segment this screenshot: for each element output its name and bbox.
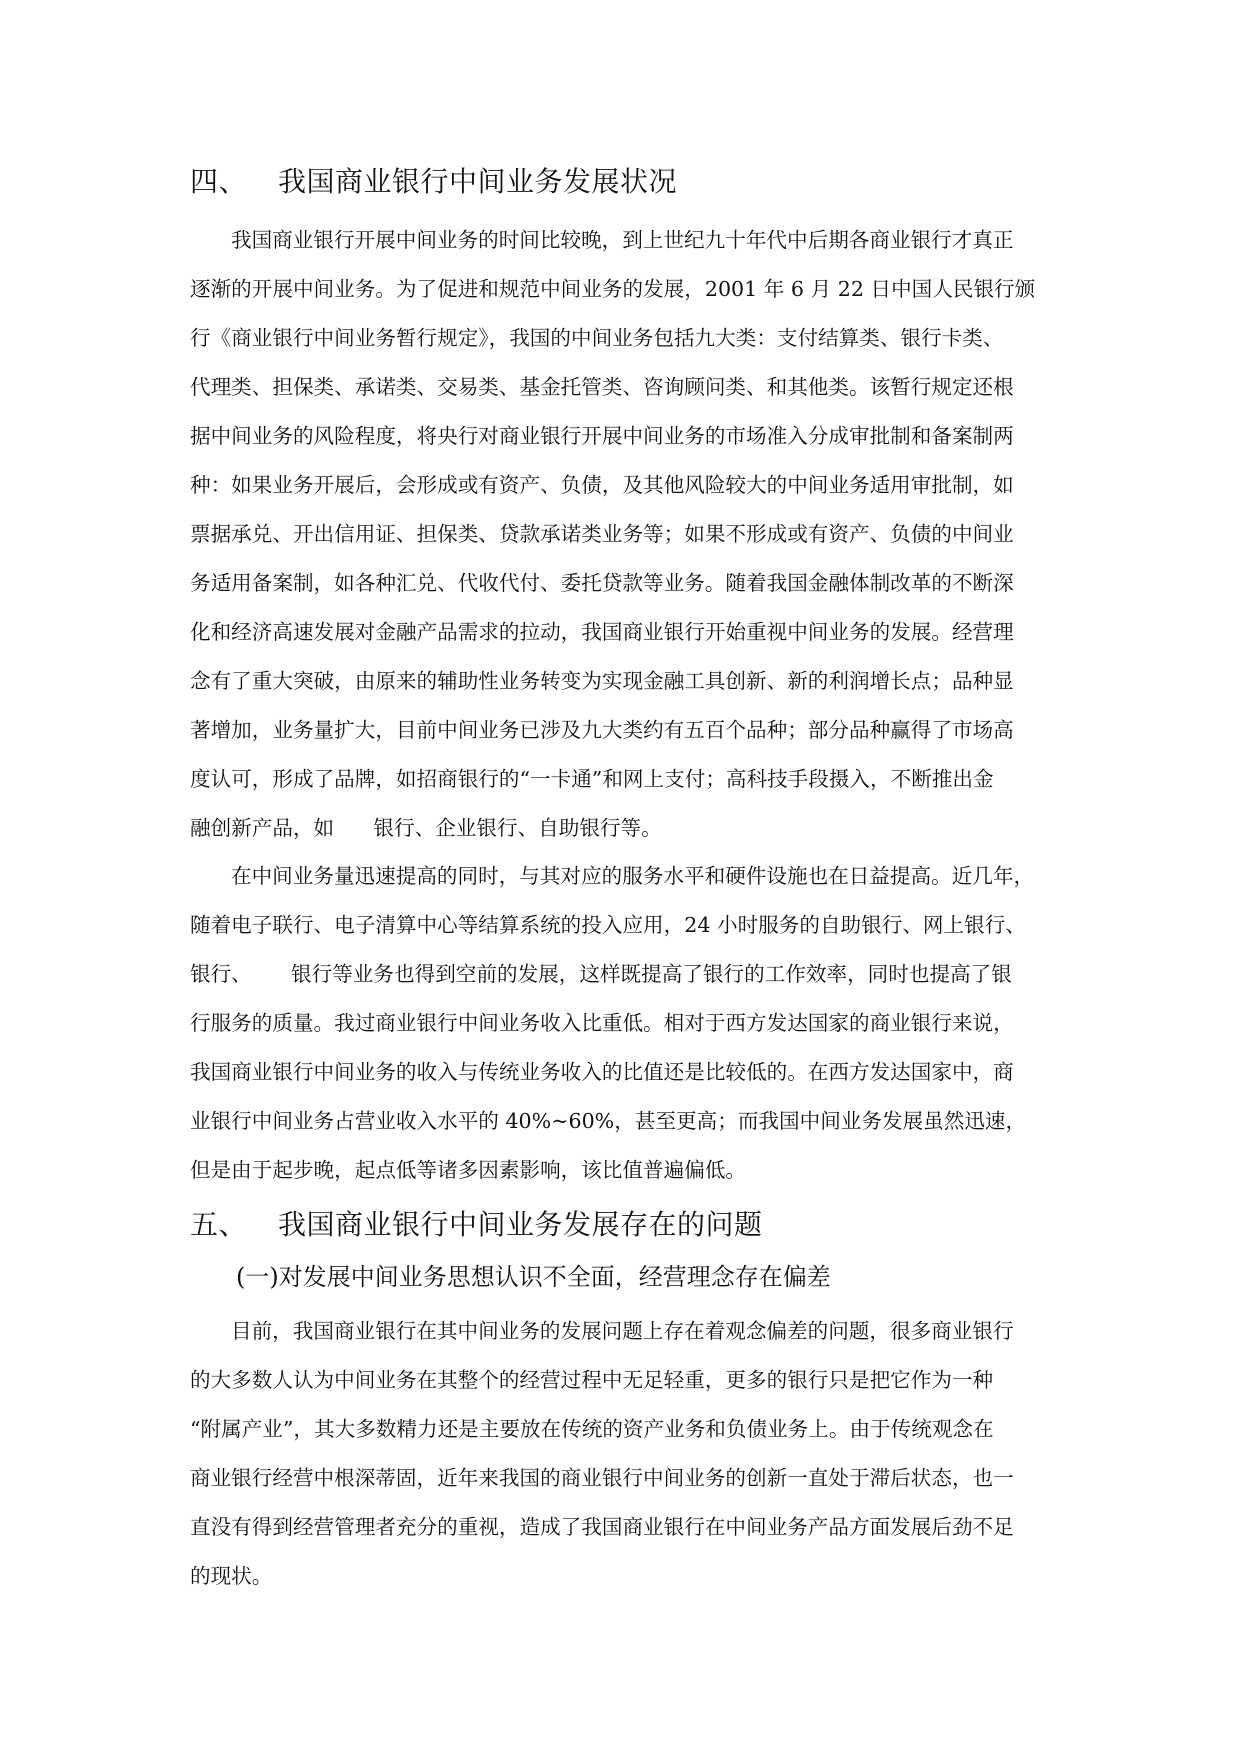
paragraph-line: 我国商业银行中间业务的收入与传统业务收入的比值还是比较低的。在西方发达国家中，商 bbox=[190, 1060, 1014, 1084]
section-4-paragraph-1 bbox=[190, 216, 1048, 853]
paragraph-line: 行服务的质量。我过商业银行中间业务收入比重低。相对于西方发达国家的商业银行来说， bbox=[190, 1011, 1014, 1035]
paragraph-line: 银行、 银行等业务也得到空前的发展，这样既提高了银行的工作效率，同时也提高了银 bbox=[190, 962, 1012, 986]
section-4-number: 四、 bbox=[190, 165, 248, 198]
section-4-title: 我国商业银行中间业务发展状况 bbox=[278, 165, 678, 198]
section-5-heading bbox=[190, 1205, 763, 1245]
paragraph-line: 种：如果业务开展后，会形成或有资产、负债，及其他风险较大的中间业务适用审批制，如 bbox=[190, 473, 1014, 497]
paragraph-line: 化和经济高速发展对金融产品需求的拉动，我国商业银行开始重视中间业务的发展。经营理 bbox=[190, 620, 1014, 644]
paragraph-line: 但是由于起步晚，起点低等诸多因素影响，该比值普遍偏低。 bbox=[190, 1158, 747, 1182]
paragraph-line: 念有了重大突破，由原来的辅助性业务转变为实现金融工具创新、新的利润增长点；品种显 bbox=[190, 669, 1014, 693]
paragraph-line: 票据承兑、开出信用证、担保类、贷款承诺类业务等；如果不形成或有资产、负债的中间业 bbox=[190, 522, 1014, 546]
paragraph-line: 行《商业银行中间业务暂行规定》，我国的中间业务包括九大类：支付结算类、银行卡类、 bbox=[190, 326, 1004, 350]
section-4-paragraph-2 bbox=[190, 852, 1048, 1195]
section-4-heading bbox=[190, 162, 677, 202]
paragraph-line: 在中间业务量迅速提高的同时，与其对应的服务水平和硬件设施也在日益提高。近几年， bbox=[231, 864, 1035, 888]
section-5-paragraph-1 bbox=[190, 1307, 1048, 1601]
paragraph-line: 度认可，形成了品牌，如招商银行的“一卡通”和网上支付；高科技手段摄入，不断推出金 bbox=[190, 767, 994, 791]
section-5-number: 五、 bbox=[190, 1208, 248, 1241]
paragraph-line: 目前，我国商业银行在其中间业务的发展问题上存在着观念偏差的问题，很多商业银行 bbox=[231, 1319, 1014, 1343]
paragraph-line: 商业银行经营中根深蒂固，近年来我国的商业银行中间业务的创新一直处于滞后状态，也一 bbox=[190, 1466, 1014, 1490]
paragraph-line: 融创新产品，如 银行、企业银行、自助银行等。 bbox=[190, 816, 662, 840]
paragraph-line: 直没有得到经营管理者充分的重视，造成了我国商业银行在中间业务产品方面发展后劲不足 bbox=[190, 1515, 1014, 1539]
section-5-title: 我国商业银行中间业务发展存在的问题 bbox=[278, 1208, 763, 1241]
paragraph-line: 的大多数人认为中间业务在其整个的经营过程中无足轻重，更多的银行只是把它作为一种 bbox=[190, 1368, 994, 1392]
paragraph-line: 著增加，业务量扩大，目前中间业务已涉及九大类约有五百个品种；部分品种赢得了市场高 bbox=[190, 718, 1014, 742]
paragraph-line: 代理类、担保类、承诺类、交易类、基金托管类、咨询顾问类、和其他类。该暂行规定还根 bbox=[190, 375, 1014, 399]
paragraph-line: 随着电子联行、电子清算中心等结算系统的投入应用，24 小时服务的自助银行、网上银行、 bbox=[190, 913, 1026, 937]
paragraph-line: 逐渐的开展中间业务。为了促进和规范中间业务的发展，2001 年 6 月 22 日中国人民银行颁 bbox=[190, 277, 1036, 301]
section-5-subheading: (一)对发展中间业务思想认识不全面，经营理念存在偏差 bbox=[236, 1263, 831, 1291]
paragraph-line: 业银行中间业务占营业收入水平的 40%~60%，甚至更高；而我国中间业务发展虽然迅速， bbox=[190, 1109, 1027, 1133]
paragraph-line: 务适用备案制，如各种汇兑、代收代付、委托贷款等业务。随着我国金融体制改革的不断深 bbox=[190, 571, 1014, 595]
paragraph-line: 据中间业务的风险程度，将央行对商业银行开展中间业务的市场准入分成审批制和备案制两 bbox=[190, 424, 1014, 448]
paragraph-line: 我国商业银行开展中间业务的时间比较晚，到上世纪九十年代中后期各商业银行才真正 bbox=[231, 228, 1014, 252]
paragraph-line: “附属产业”，其大多数精力还是主要放在传统的资产业务和负债业务上。由于传统观念在 bbox=[190, 1417, 994, 1441]
paragraph-line: 的现状。 bbox=[190, 1564, 273, 1588]
